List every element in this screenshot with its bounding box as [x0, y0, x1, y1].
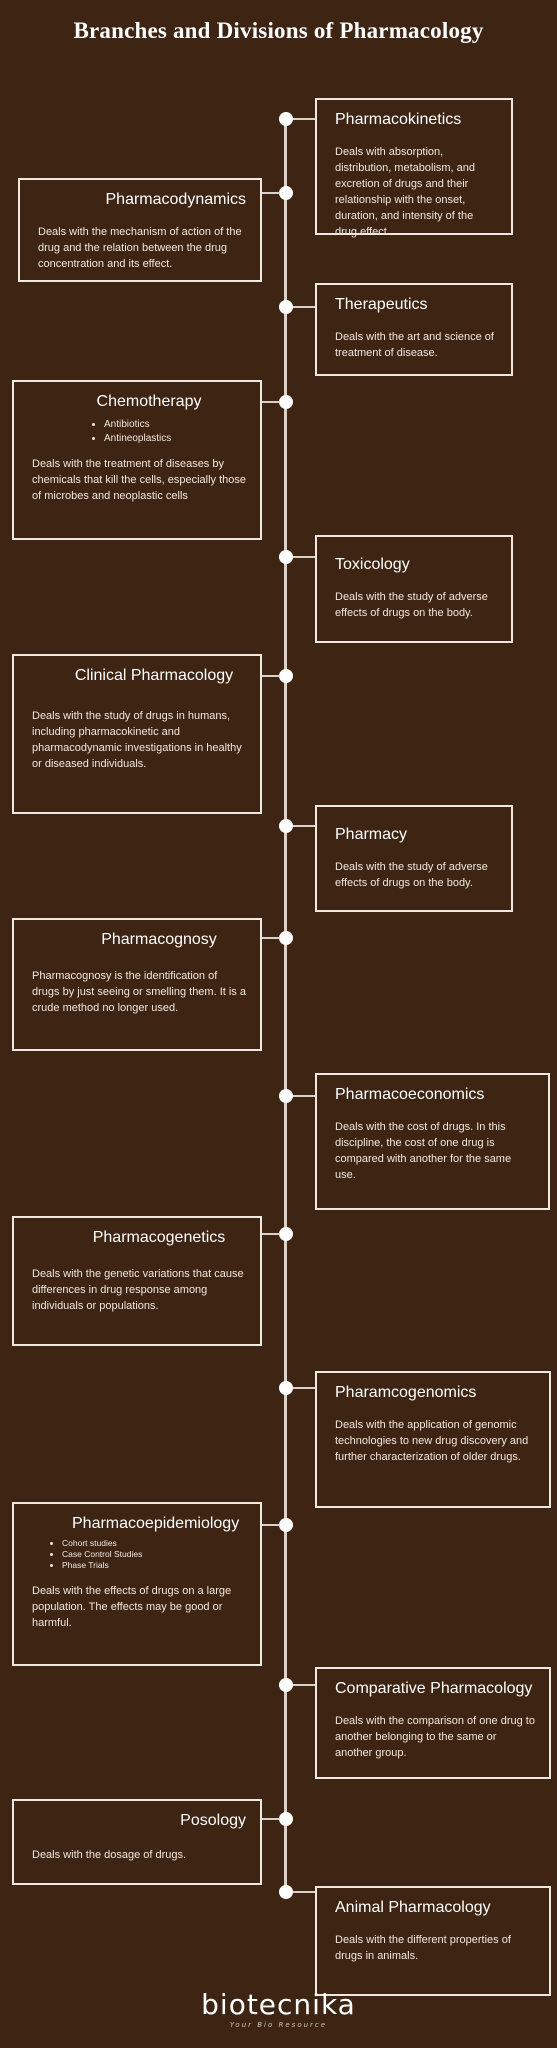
- timeline-dot: [279, 186, 293, 200]
- branch-description: Deals with the study of adverse effects of drugs on the body.: [335, 861, 488, 889]
- branch-title: Pharmacy: [335, 826, 408, 843]
- branch-card-animal-pharmacology: [315, 1886, 551, 1996]
- branch-description: Deals with the study of drugs in humans, including pharmacokinetic and pharmacodynamic investigations in healthy or diseased individuals.: [32, 710, 242, 770]
- connector-line: [260, 1524, 280, 1526]
- page-title: Branches and Divisions of Pharmacology: [73, 18, 484, 43]
- bullet-item: • Antineoplastics: [104, 432, 246, 446]
- branch-title: Toxicology: [335, 556, 410, 573]
- timeline-dot: [279, 395, 293, 409]
- branch-card-chemotherapy: [12, 380, 262, 540]
- branch-card-posology: [12, 1799, 262, 1885]
- timeline-dot: [279, 669, 293, 683]
- timeline-dot: [279, 1518, 293, 1532]
- bullet-item: • Antibiotics: [104, 418, 246, 432]
- timeline-line: [284, 117, 287, 1892]
- branch-card-pharmacoeconomics: [315, 1073, 550, 1210]
- connector-line: [260, 1818, 280, 1820]
- connector-line: [293, 825, 316, 827]
- branch-card-toxicology: [315, 535, 513, 643]
- connector-line: [293, 1891, 316, 1893]
- branch-description: Deals with the different properties of drugs in animals.: [335, 1934, 511, 1962]
- timeline-dot: [279, 1678, 293, 1692]
- branch-card-pharmacoepidemiology: [12, 1502, 262, 1666]
- branch-card-pharmacokinetics: [315, 98, 513, 238]
- branch-card-pharmacognosy: [12, 918, 262, 1051]
- timeline-dot: [279, 1381, 293, 1395]
- branch-title: Posology: [180, 1812, 246, 1829]
- logo-tagline: Your Bio Resource: [229, 2021, 328, 2029]
- timeline-dot: [279, 550, 293, 564]
- bullet-item: • Phase Trials: [62, 1560, 246, 1571]
- branch-description: Deals with the comparison of one drug to another belonging to the same or another group.: [335, 1715, 535, 1759]
- branch-card-clinical-pharmacology: [12, 654, 262, 814]
- branch-title: Pharmacokinetics: [335, 111, 462, 128]
- branch-title: Comparative Pharmacology: [335, 1680, 533, 1697]
- connector-line: [260, 401, 280, 403]
- timeline-dot: [279, 819, 293, 833]
- branch-card-comparative-pharmacology: [315, 1667, 551, 1779]
- timeline-dot: [279, 931, 293, 945]
- connector-line: [293, 306, 316, 308]
- bullet-item: • Case Control Studies: [62, 1549, 246, 1560]
- branch-title: Therapeutics: [335, 296, 428, 313]
- timeline-dot: [279, 300, 293, 314]
- connector-line: [260, 1233, 280, 1235]
- bullet-item: • Cohort studies: [62, 1538, 246, 1549]
- branch-title: Pharmacoepidemiology: [72, 1515, 240, 1532]
- connector-line: [293, 118, 316, 120]
- timeline-dot: [279, 1089, 293, 1103]
- branch-title: Clinical Pharmacology: [74, 667, 234, 684]
- biotecnika-logo: [0, 1990, 557, 2029]
- branch-description: Deals with the dosage of drugs.: [32, 1849, 187, 1861]
- branch-description: Deals with the cost of drugs. In this discipline, the cost of one drug is compared with another for the same use.: [335, 1121, 512, 1181]
- connector-line: [260, 937, 280, 939]
- timeline-dot: [279, 1885, 293, 1899]
- branch-description: Deals with the treatment of diseases by chemicals that kill the cells, especially those of microbes and neoplastic cells: [32, 458, 246, 502]
- connector-line: [260, 675, 280, 677]
- connector-line: [293, 556, 316, 558]
- timeline-dot: [279, 1812, 293, 1826]
- branch-title: Pharamcogenomics: [335, 1384, 477, 1401]
- branch-description: Deals with the study of adverse effects of drugs on the body.: [335, 591, 488, 619]
- branch-title: Animal Pharmacology: [335, 1899, 491, 1916]
- branch-card-pharamcogenomics: [315, 1371, 551, 1508]
- branch-bullet-list: [32, 1538, 246, 1571]
- branch-title: Pharmacognosy: [101, 931, 217, 948]
- branch-description: Deals with absorption, distribution, metabolism, and excretion of drugs and their relationship with the onset, duration, and intensity of the drug effect.: [335, 146, 476, 238]
- branch-description: Deals with the application of genomic technologies to new drug discovery and further characterization of older drugs.: [335, 1419, 529, 1463]
- branch-description: Deals with the art and science of treatment of disease.: [335, 331, 494, 359]
- connector-line: [293, 1387, 316, 1389]
- branch-description: Deals with the mechanism of action of the drug and the relation between the drug concentration and its effect.: [38, 226, 242, 270]
- connector-line: [293, 1684, 316, 1686]
- branch-description: Deals with the genetic variations that cause differences in drug response among individuals or populations.: [32, 1268, 244, 1312]
- connector-line: [260, 192, 280, 194]
- branch-title: Chemotherapy: [96, 393, 202, 410]
- logo-wordmark: biotecnika: [201, 1988, 356, 2021]
- branch-card-pharmacogenetics: [12, 1216, 262, 1346]
- branch-title: Pharmacogenetics: [92, 1229, 226, 1246]
- branch-card-therapeutics: [315, 283, 513, 376]
- branch-title: Pharmacoeconomics: [335, 1086, 485, 1103]
- branch-description: Deals with the effects of drugs on a large population. The effects may be good or harmful.: [32, 1585, 232, 1629]
- timeline-dot: [279, 1227, 293, 1241]
- branch-card-pharmacodynamics: [18, 178, 262, 282]
- branch-bullet-list: [32, 418, 246, 446]
- connector-line: [293, 1095, 316, 1097]
- branch-description: Pharmacognosy is the identification of drugs by just seeing or smelling them. It is a crude method no longer used.: [32, 970, 246, 1014]
- branch-card-pharmacy: [315, 805, 513, 912]
- branch-title: Pharmacodynamics: [105, 191, 246, 208]
- timeline-dot: [279, 112, 293, 126]
